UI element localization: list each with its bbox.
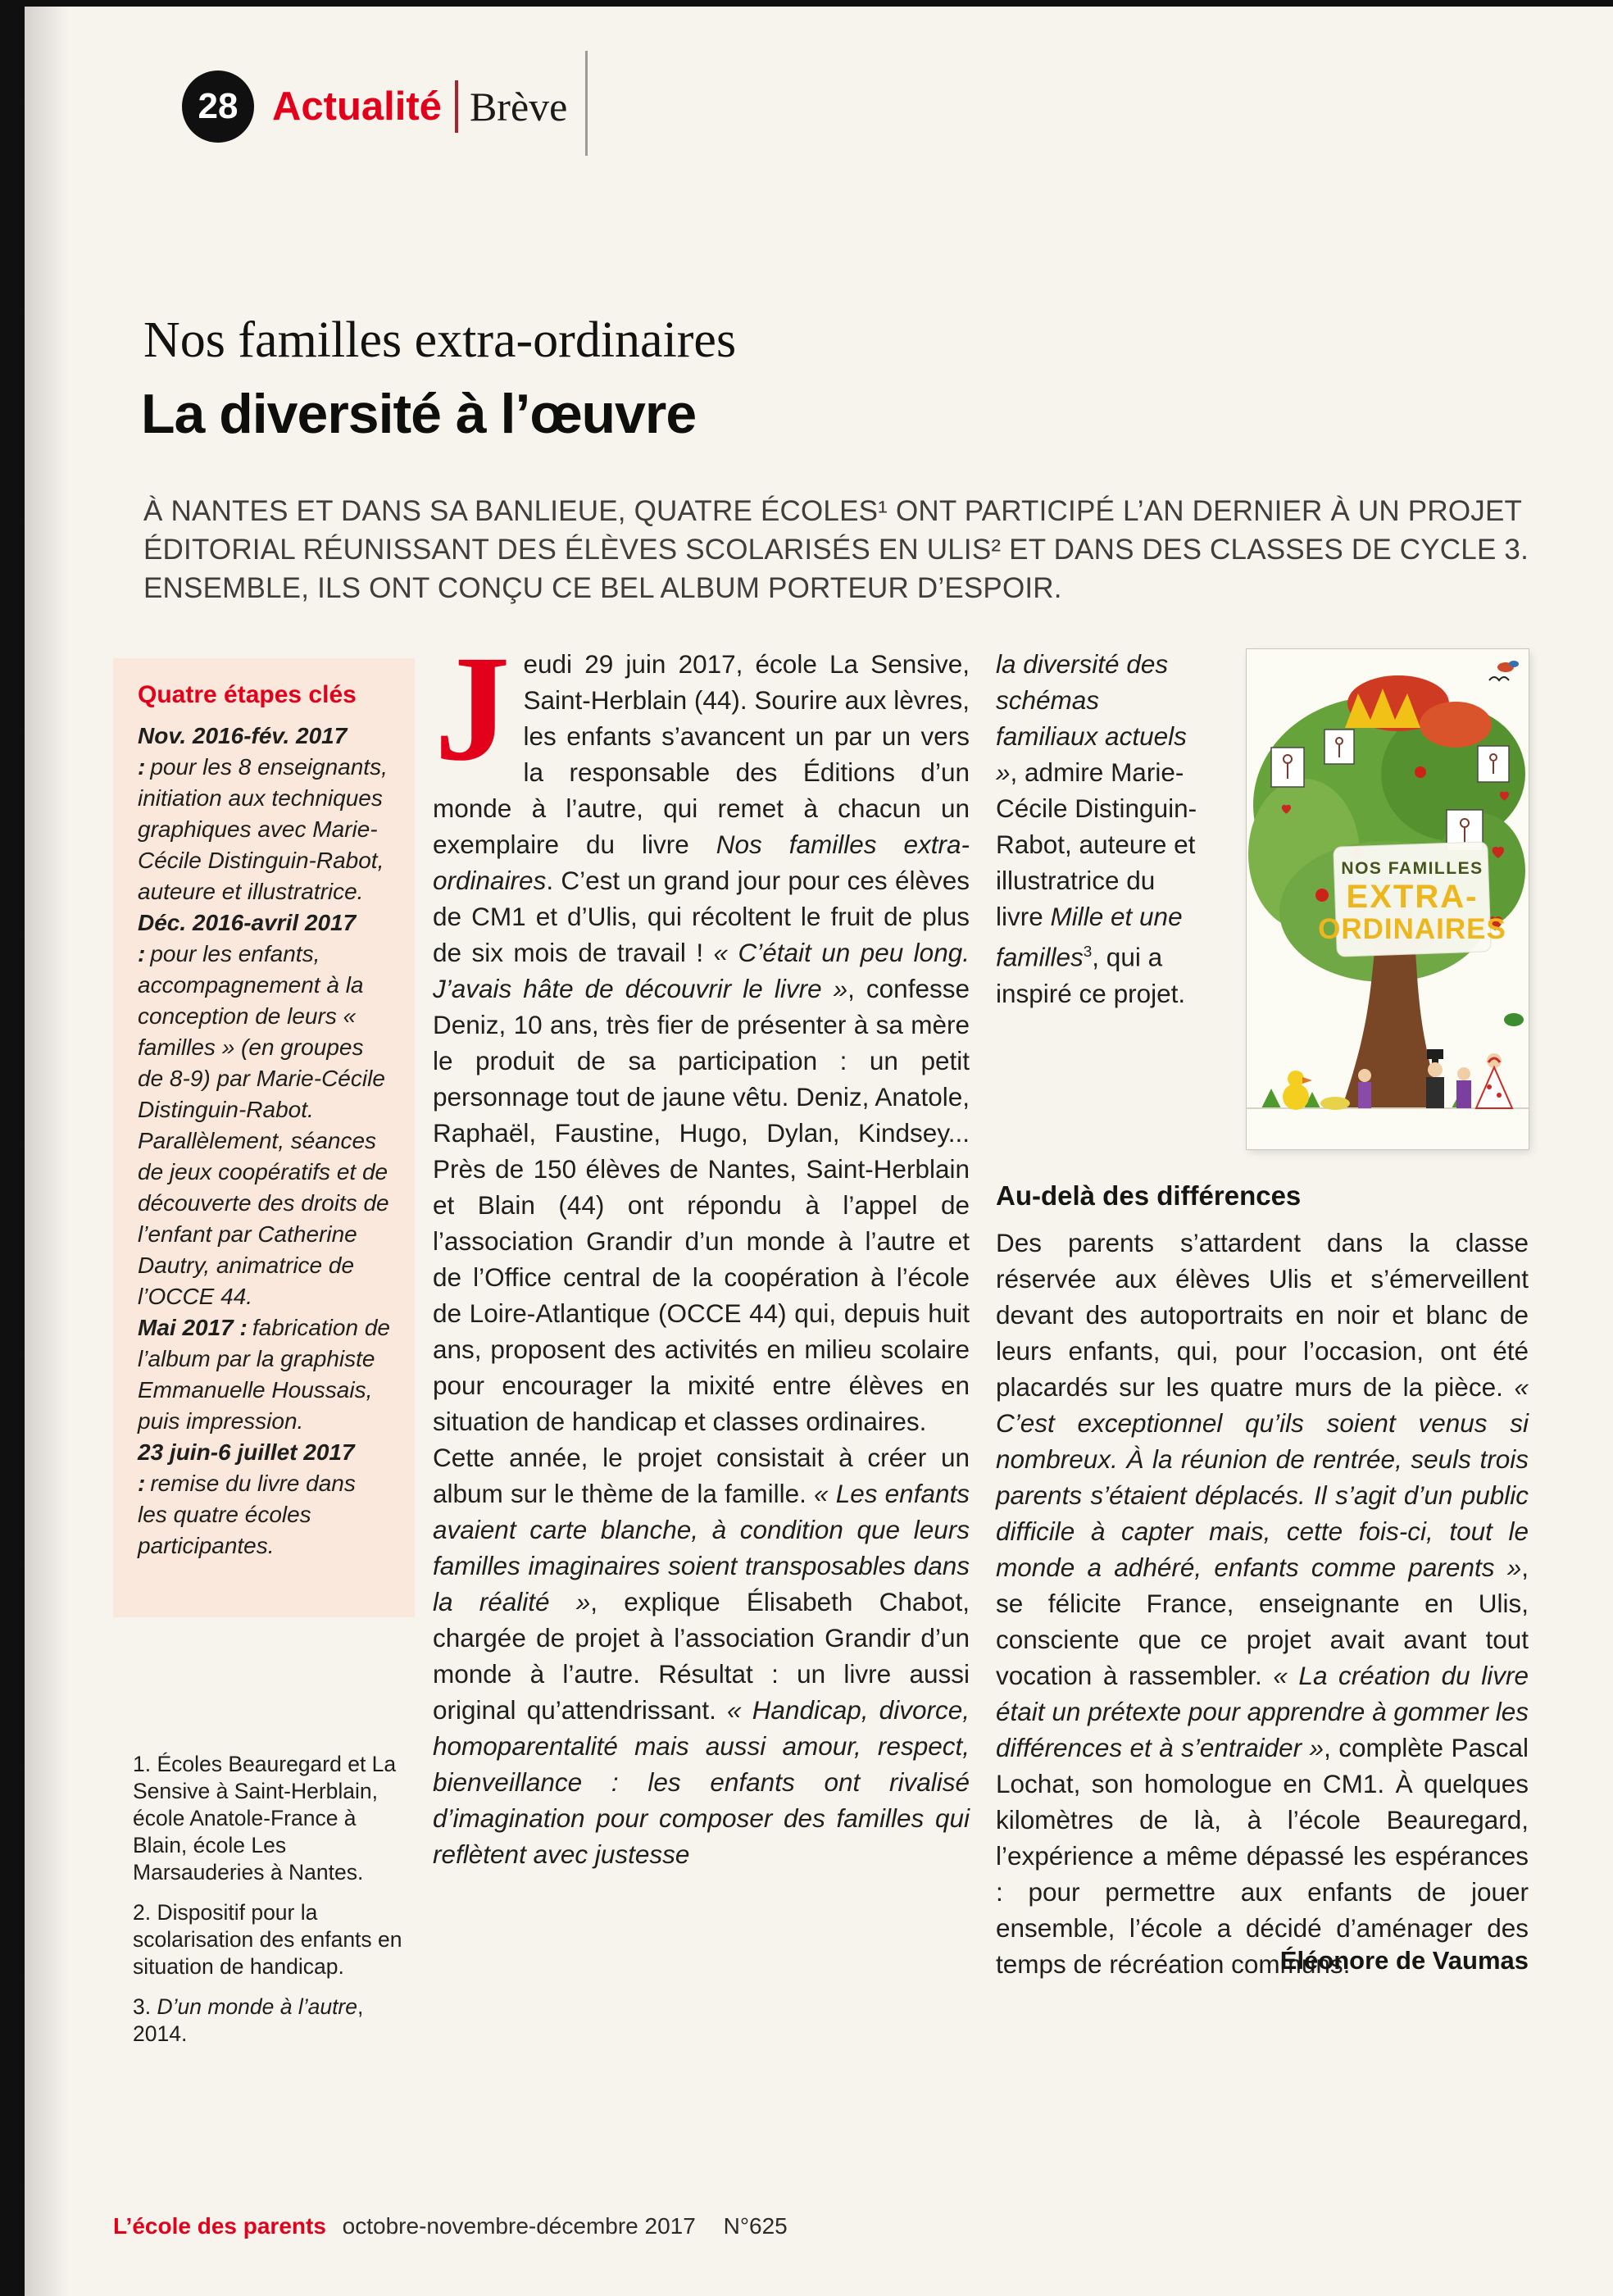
key-step	[138, 1312, 390, 1437]
article-title: La diversité à l’œuvre	[141, 383, 697, 445]
magazine-name: L’école des parents	[113, 2213, 326, 2239]
section-label: Actualité	[272, 84, 442, 129]
article-paragraph: Cette année, le projet consistait à créer un album sur le thème de la famille. « Les enfants avaient carte blanche, à condition que leurs familles imaginaires soient transposables dans la réalité », explique Élisabeth Chabot, chargée de projet à l’association Grandir d’un monde à l’autre. Résultat : un livre aussi original qu’attendrissant. « Handicap, divorce, homoparentalité mais aussi amour, respect, bienveillance : les enfants ont rivalisé d’imagination pour composer des familles qui reflètent avec justesse	[433, 1443, 970, 1869]
article-column-2	[996, 646, 1529, 1979]
article-column-1	[433, 625, 970, 1872]
page-number-badge	[182, 70, 254, 143]
article-paragraph: Des parents s’attardent dans la classe réservée aux élèves Ulis et s’émerveillent devant des autoportraits en noir et blanc de leurs enfants, qui, pour l’occasion, ont été placardés sur les quatre murs de la pièce. « C’est exceptionnel qu’ils soient venus si nombreux. À la réunion de rentrée, seuls trois parents s’étaient déplacés. Il s’agit d’un public difficile à capter mais, cette fois-ci, tout le monde a adhéré, enfants comme parents », se félicite France, enseignante en Ulis, consciente que ce projet avait avant tout vocation à rassembler. « La création du livre était un prétexte pour apprendre à gommer les différences et à s’entraider », complète Pascal Lochat, son homologue en CM1. À quelques kilomètres de là, à l’école Beauregard, l’expérience a même dépassé les espérances : pour permettre aux enfants de jouer ensemble, l’école a décidé d’aménager des temps de récréation communs.	[996, 1228, 1529, 1979]
cover-title-line1: NOS FAMILLES	[1341, 859, 1484, 878]
article-paragraph	[433, 625, 970, 1439]
drop-cap: J	[434, 625, 511, 793]
key-step-text: remise du livre dans les quatre écoles participantes.	[138, 1471, 356, 1558]
article-paragraph-continuation: la diversité des schémas familiaux actuels », admire Marie-Cécile Distinguin-Rabot, auteure et illustratrice du livre Mille et une familles$^3$, qui a inspiré ce projet.	[996, 649, 1197, 1008]
key-step-dates: Nov. 2016-fév. 2017 :	[138, 723, 348, 780]
footnote-3: 3. D’un monde à l’autre, 2014.	[133, 1994, 364, 2046]
key-step-text: fabrication de l’album par la graphiste Emmanuelle Houssais, puis impression.	[138, 1315, 390, 1434]
key-step-dates: Déc. 2016-avril 2017 :	[138, 910, 357, 966]
key-steps-box	[113, 658, 415, 1617]
article-kicker: Nos familles extra-ordinaires	[143, 312, 737, 368]
rubric-label: Brève	[469, 84, 568, 130]
page-footer	[113, 2213, 788, 2239]
header-divider-2	[585, 51, 588, 156]
magazine-page	[25, 7, 1613, 2296]
footnote-2: 2. Dispositif pour la scolarisation des enfants en situation de handicap.	[133, 1900, 402, 1979]
header-divider	[455, 80, 458, 133]
key-step-dates: Mai 2017 :	[138, 1315, 248, 1340]
key-step-dates: 23 juin-6 juillet 2017 :	[138, 1439, 355, 1496]
cover-title-line3: ORDINAIRES	[1318, 913, 1506, 945]
right-column-top	[996, 646, 1529, 1149]
key-step	[138, 907, 390, 1312]
key-step-text: pour les enfants, accompagnement à la conception de leurs « familles » (en groupes de 8-9) par Marie-Cécile Distinguin-Rabot. Parallèlement, séances de jeux coopératifs et de découverte des droits de l’enfant par Catherine Dautry, animatrice de l’OCCE 44.	[138, 941, 389, 1309]
paragraph-text: eudi 29 juin 2017, école La Sensive, Saint-Herblain (44). Sourire aux lèvres, les enfants s’avancent un par un vers la responsable des Éditions d’un monde à l’autre, qui remet à chacun un exemplaire du livre Nos familles extra-ordinaires. C’est un grand jour pour ces élèves de CM1 et d’Ulis, qui récoltent le fruit de plus de six mois de travail ! « C’était un peu long. J’avais hâte de découvrir le livre », confesse Deniz, 10 ans, très fier de présenter à sa mère le produit de sa participation : un petit personnage tout de jaune vêtu. Deniz, Anatole, Raphaël, Faustine, Hugo, Dylan, Kindsey... Près de 150 élèves de Nantes, Saint-Herblain et Blain (44) ont répondu à l’appel de l’association Grandir d’un monde à l’autre et de l’Office central de la coopération à l’école de Loire-Atlantique (OCCE 44) qui, depuis huit ans, proposent des activités en milieu scolaire pour encourager la mixité entre élèves en situation de handicap et classes ordinaires.	[433, 649, 970, 1436]
byline: Éléonore de Vaumas	[1279, 1946, 1529, 1975]
key-step-text: pour les 8 enseignants, initiation aux techniques graphiques avec Marie-Cécile Distinguin-Rabot, auteure et illustratrice.	[138, 754, 388, 904]
footnote-1: 1. Écoles Beauregard et La Sensive à Saint-Herblain, école Anatole-France à Blain, école Les Marsauderies à Nantes.	[133, 1752, 397, 1885]
book-cover-image	[1247, 649, 1529, 1149]
book-cover-illustration	[1247, 649, 1529, 1149]
key-steps-title: Quatre étapes clés	[138, 681, 357, 708]
issue-date: octobre-novembre-décembre 2017	[342, 2213, 696, 2239]
page-header	[182, 67, 588, 146]
footnotes	[133, 1751, 411, 2061]
section-heading: Au-delà des différences	[996, 1180, 1302, 1211]
key-step	[138, 721, 390, 907]
cover-title-line2: EXTRA-	[1346, 879, 1479, 915]
page-number: 28	[198, 86, 239, 126]
standfirst: À NANTES ET DANS SA BANLIEUE, QUATRE ÉCOLES¹ ONT PARTICIPÉ L’AN DERNIER À UN PROJET ÉDITORIAL RÉUNISSANT DES ÉLÈVES SCOLARISÉS EN ULIS² ET DANS DES CLASSES DE CYCLE 3. ENSEMBLE, ILS ONT CONÇU CE BEL ALBUM PORTEUR D’ESPOIR.	[143, 495, 1529, 604]
issue-number: N°625	[723, 2213, 788, 2239]
key-step	[138, 1437, 390, 1562]
